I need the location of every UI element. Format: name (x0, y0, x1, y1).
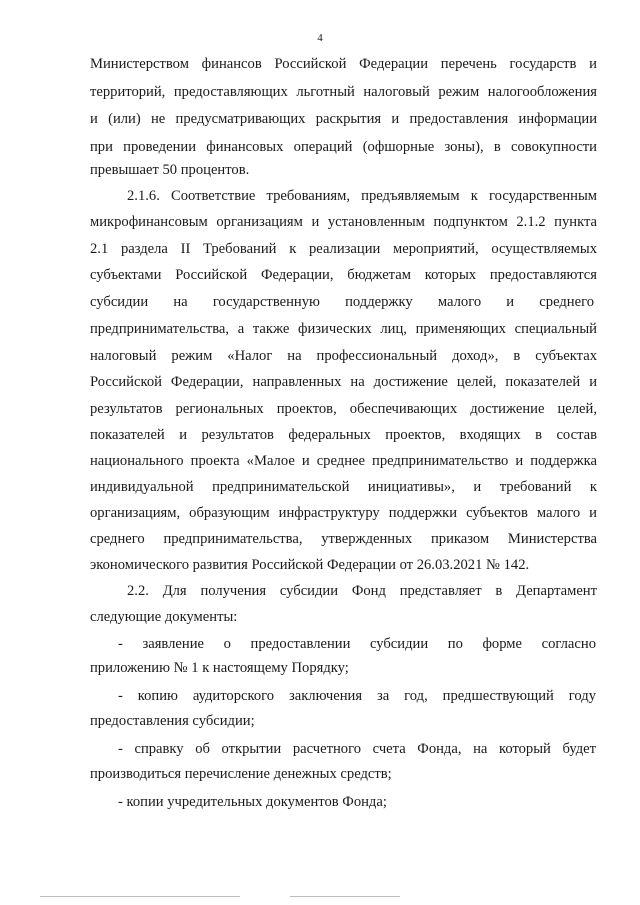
text-line: Российской Федерации, направленных на достижение целей, показателей и (90, 374, 597, 390)
text-line: 2.1.6. Соответствие требованиям, предъявляемым к государственным (127, 188, 597, 204)
list-item-continuation: приложению № 1 к настоящему Порядку; (90, 660, 349, 676)
text-line: при проведении финансовых операций (офшорные зоны), в совокупности (90, 139, 597, 155)
text-line: микрофинансовым организациям и установленным подпунктом 2.1.2 пункта (90, 214, 597, 230)
text-line: результатов региональных проектов, обеспечивающих достижение целей, (90, 401, 597, 417)
list-item-continuation: производиться перечисление денежных средств; (90, 766, 392, 782)
list-item: - заявление о предоставлении субсидии по форме согласно (118, 636, 596, 652)
text-line: 2.2. Для получения субсидии Фонд представляет в Департамент (127, 583, 597, 599)
list-item: - копии учредительных документов Фонда; (118, 794, 387, 810)
text-line: национального проекта «Малое и среднее предпринимательство и поддержка (90, 453, 597, 469)
text-line: 2.1 раздела II Требований к реализации мероприятий, осуществляемых (90, 241, 597, 257)
text-line: налоговый режим «Налог на профессиональный доход», в субъектах (90, 348, 597, 364)
text-line: Министерством финансов Российской Федерации перечень государств и (90, 56, 597, 72)
list-item: - справку об открытии расчетного счета Фонда, на который будет (118, 741, 596, 757)
footer-divider (40, 896, 240, 897)
text-line: территорий, предоставляющих льготный налоговый режим налогообложения (90, 84, 597, 100)
text-line: субсидии на государственную поддержку малого и среднего (90, 294, 594, 310)
list-item-continuation: предоставления субсидии; (90, 713, 255, 729)
text-line: предпринимательства, а также физических лиц, применяющих специальный (90, 321, 597, 337)
text-line: следующие документы: (90, 609, 238, 625)
text-line: субъектами Российской Федерации, бюджетам которых предоставляются (90, 267, 597, 283)
text-line: индивидуальной предпринимательской инициативы», и требований к (90, 479, 597, 495)
page-number: 4 (317, 32, 323, 44)
text-line: организациям, образующим инфраструктуру поддержки субъектов малого и (90, 505, 597, 521)
text-line: экономического развития Российской Федерации от 26.03.2021 № 142. (90, 557, 530, 573)
text-line: превышает 50 процентов. (90, 162, 250, 178)
footer-divider (290, 896, 400, 897)
text-line: и (или) не предусматривающих раскрытия и предоставления информации (90, 111, 597, 127)
text-line: среднего предпринимательства, утвержденных приказом Министерства (90, 531, 597, 547)
list-item: - копию аудиторского заключения за год, предшествующий году (118, 688, 596, 704)
text-line: показателей и результатов федеральных проектов, входящих в состав (90, 427, 597, 443)
